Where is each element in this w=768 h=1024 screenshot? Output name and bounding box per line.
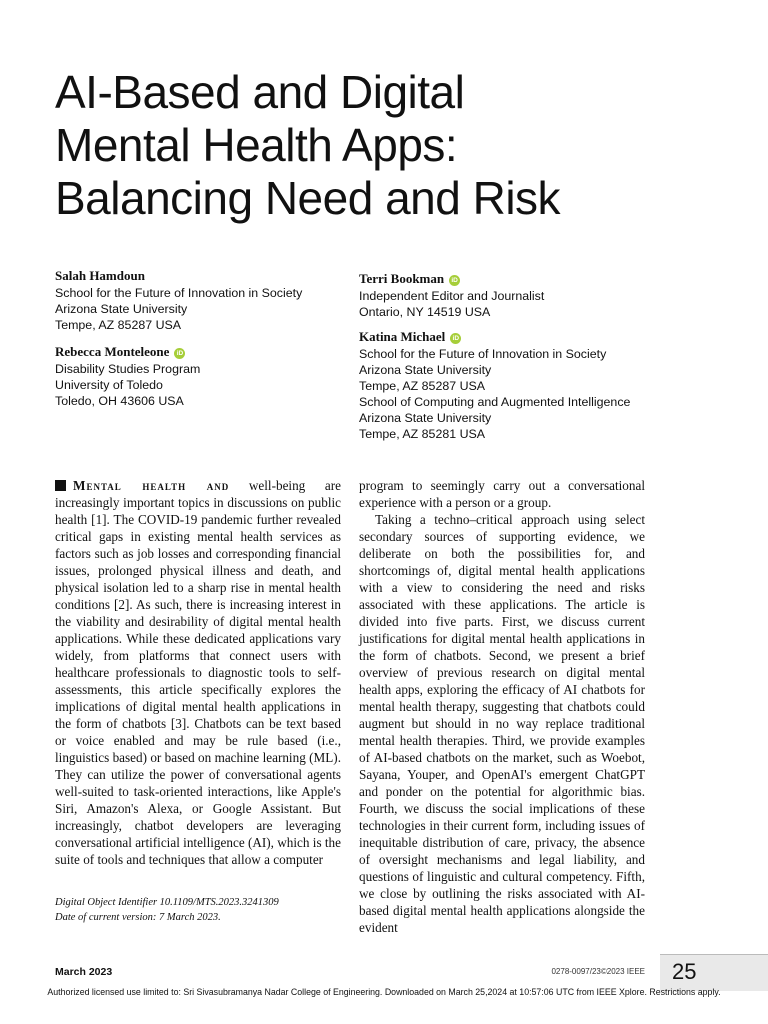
body-paragraph: program to seemingly carry out a conversational experience with a person or a group.: [359, 478, 645, 510]
author-block-michael: [359, 329, 630, 442]
author-block-bookman: [359, 271, 544, 320]
body-column-right: [359, 477, 645, 936]
author-name: Salah Hamdoun: [55, 268, 145, 283]
author-affiliation: Tempe, AZ 85287 USA: [55, 318, 182, 332]
author-affiliation: Ontario, NY 14519 USA: [359, 305, 491, 319]
orcid-icon[interactable]: iD: [449, 275, 460, 286]
author-affiliation: Arizona State University: [55, 302, 188, 316]
title-line: Mental Health Apps:: [55, 119, 458, 171]
author-block-monteleone: [55, 344, 200, 409]
author-affiliation: School for the Future of Innovation in Society: [359, 347, 607, 361]
author-affiliation: Tempe, AZ 85281 USA: [359, 427, 486, 441]
author-affiliation: Arizona State University: [359, 363, 492, 377]
footer-issue-date: March 2023: [55, 966, 113, 978]
doi-note: [55, 895, 355, 925]
author-name: Terri Bookman: [359, 271, 445, 286]
author-affiliation: Independent Editor and Journalist: [359, 289, 545, 303]
body-paragraph: Mental health and well-being are increasingly important topics in discussions on public health [1]. The COVID-19 pandemic further revealed critical gaps in existing mental health services as factors such as job losses and corresponding financial issues, prolonged physical illness and death, and physical isolation led to a sharp rise in mental health conditions [2]. As such, there is increasing interest in the viability and desirability of digital mental health applications. While these dedicated applications vary widely, from platforms that connect users with healthcare professionals to diagnostic tools to self-assessments, this article specifically explores the implications of digital mental health applications in the form of chatbots [3]. Chatbots can be text based or voice enabled and may be rule based (i.e., linguistics based) or based on machine learning (ML). They can utilize the power of conversational agents well-suited to task-oriented interactions, like Apple's Siri, Amazon's Alexa, or Google Assistant. But increasingly, chatbot developers are leveraging conversational artificial intelligence (AI), which is the suite of tools and techniques that allow a computer: [55, 478, 342, 867]
orcid-icon[interactable]: iD: [450, 333, 461, 344]
title-line: AI-Based and Digital: [55, 66, 465, 118]
author-name: Katina Michael: [359, 329, 446, 344]
body-paragraph: Taking a techno–critical approach using select secondary sources of supporting evidence, we deliberate on both the possibilities for, and shortcomings of, digital mental health applications with a view to considering the need and risks associated with these applications. The article is divided into five parts. First, we discuss current justifications for digital mental health applications in the form of chatbots. Second, we present a brief overview of previous research on digital mental health apps, exploring the efficacy of AI chatbots for mental health therapy, suggesting that chatbots could augment but should in no way replace traditional mental health therapies. Third, we provide examples of AI-based chatbots on the market, such as Woebot, Sayana, Youper, and OpenAI's emergent ChatGPT and ponder on the potential for algorithmic bias. Fourth, we discuss the social implications of these technologies in their current form, including issues of inequitable distribution of care, privacy, the absence of oversight mechanisms and legal liability, and questions of linguistic and cultural competency. Fifth, we close by outlining the risks associated with AI-based digital mental health applications alongside the evident: [359, 512, 645, 935]
author-affiliation: Toledo, OH 43606 USA: [55, 394, 184, 408]
author-affiliation: School for the Future of Innovation in Society: [55, 286, 303, 300]
article-title: [55, 66, 735, 225]
doi: Digital Object Identifier 10.1109/MTS.2023.3241309: [55, 897, 279, 908]
current-version-date: Date of current version: 7 March 2023.: [55, 912, 221, 923]
author-block-hamdoun: [55, 268, 302, 333]
section-start-marker: [55, 480, 66, 491]
author-affiliation: School of Computing and Augmented Intelligence: [359, 395, 631, 409]
lead-in: Mental health and: [73, 478, 230, 493]
title-line: Balancing Need and Risk: [55, 172, 561, 224]
body-column-left: [55, 477, 341, 868]
author-affiliation: Disability Studies Program: [55, 362, 201, 376]
orcid-icon[interactable]: iD: [174, 348, 185, 359]
author-affiliation: University of Toledo: [55, 378, 163, 392]
license-notice: Authorized licensed use limited to: Sri Sivasubramanya Nadar College of Engineering. Downloaded on March 25,2024 at 10:57:06 UTC from IEEE Xplore. Restrictions apply.: [47, 987, 721, 997]
footer-issn: 0278-0097/23©2023 IEEE: [551, 967, 645, 976]
page-number: 25: [672, 959, 697, 984]
author-affiliation: Tempe, AZ 85287 USA: [359, 379, 486, 393]
author-name: Rebecca Monteleone: [55, 344, 170, 359]
author-affiliation: Arizona State University: [359, 411, 492, 425]
